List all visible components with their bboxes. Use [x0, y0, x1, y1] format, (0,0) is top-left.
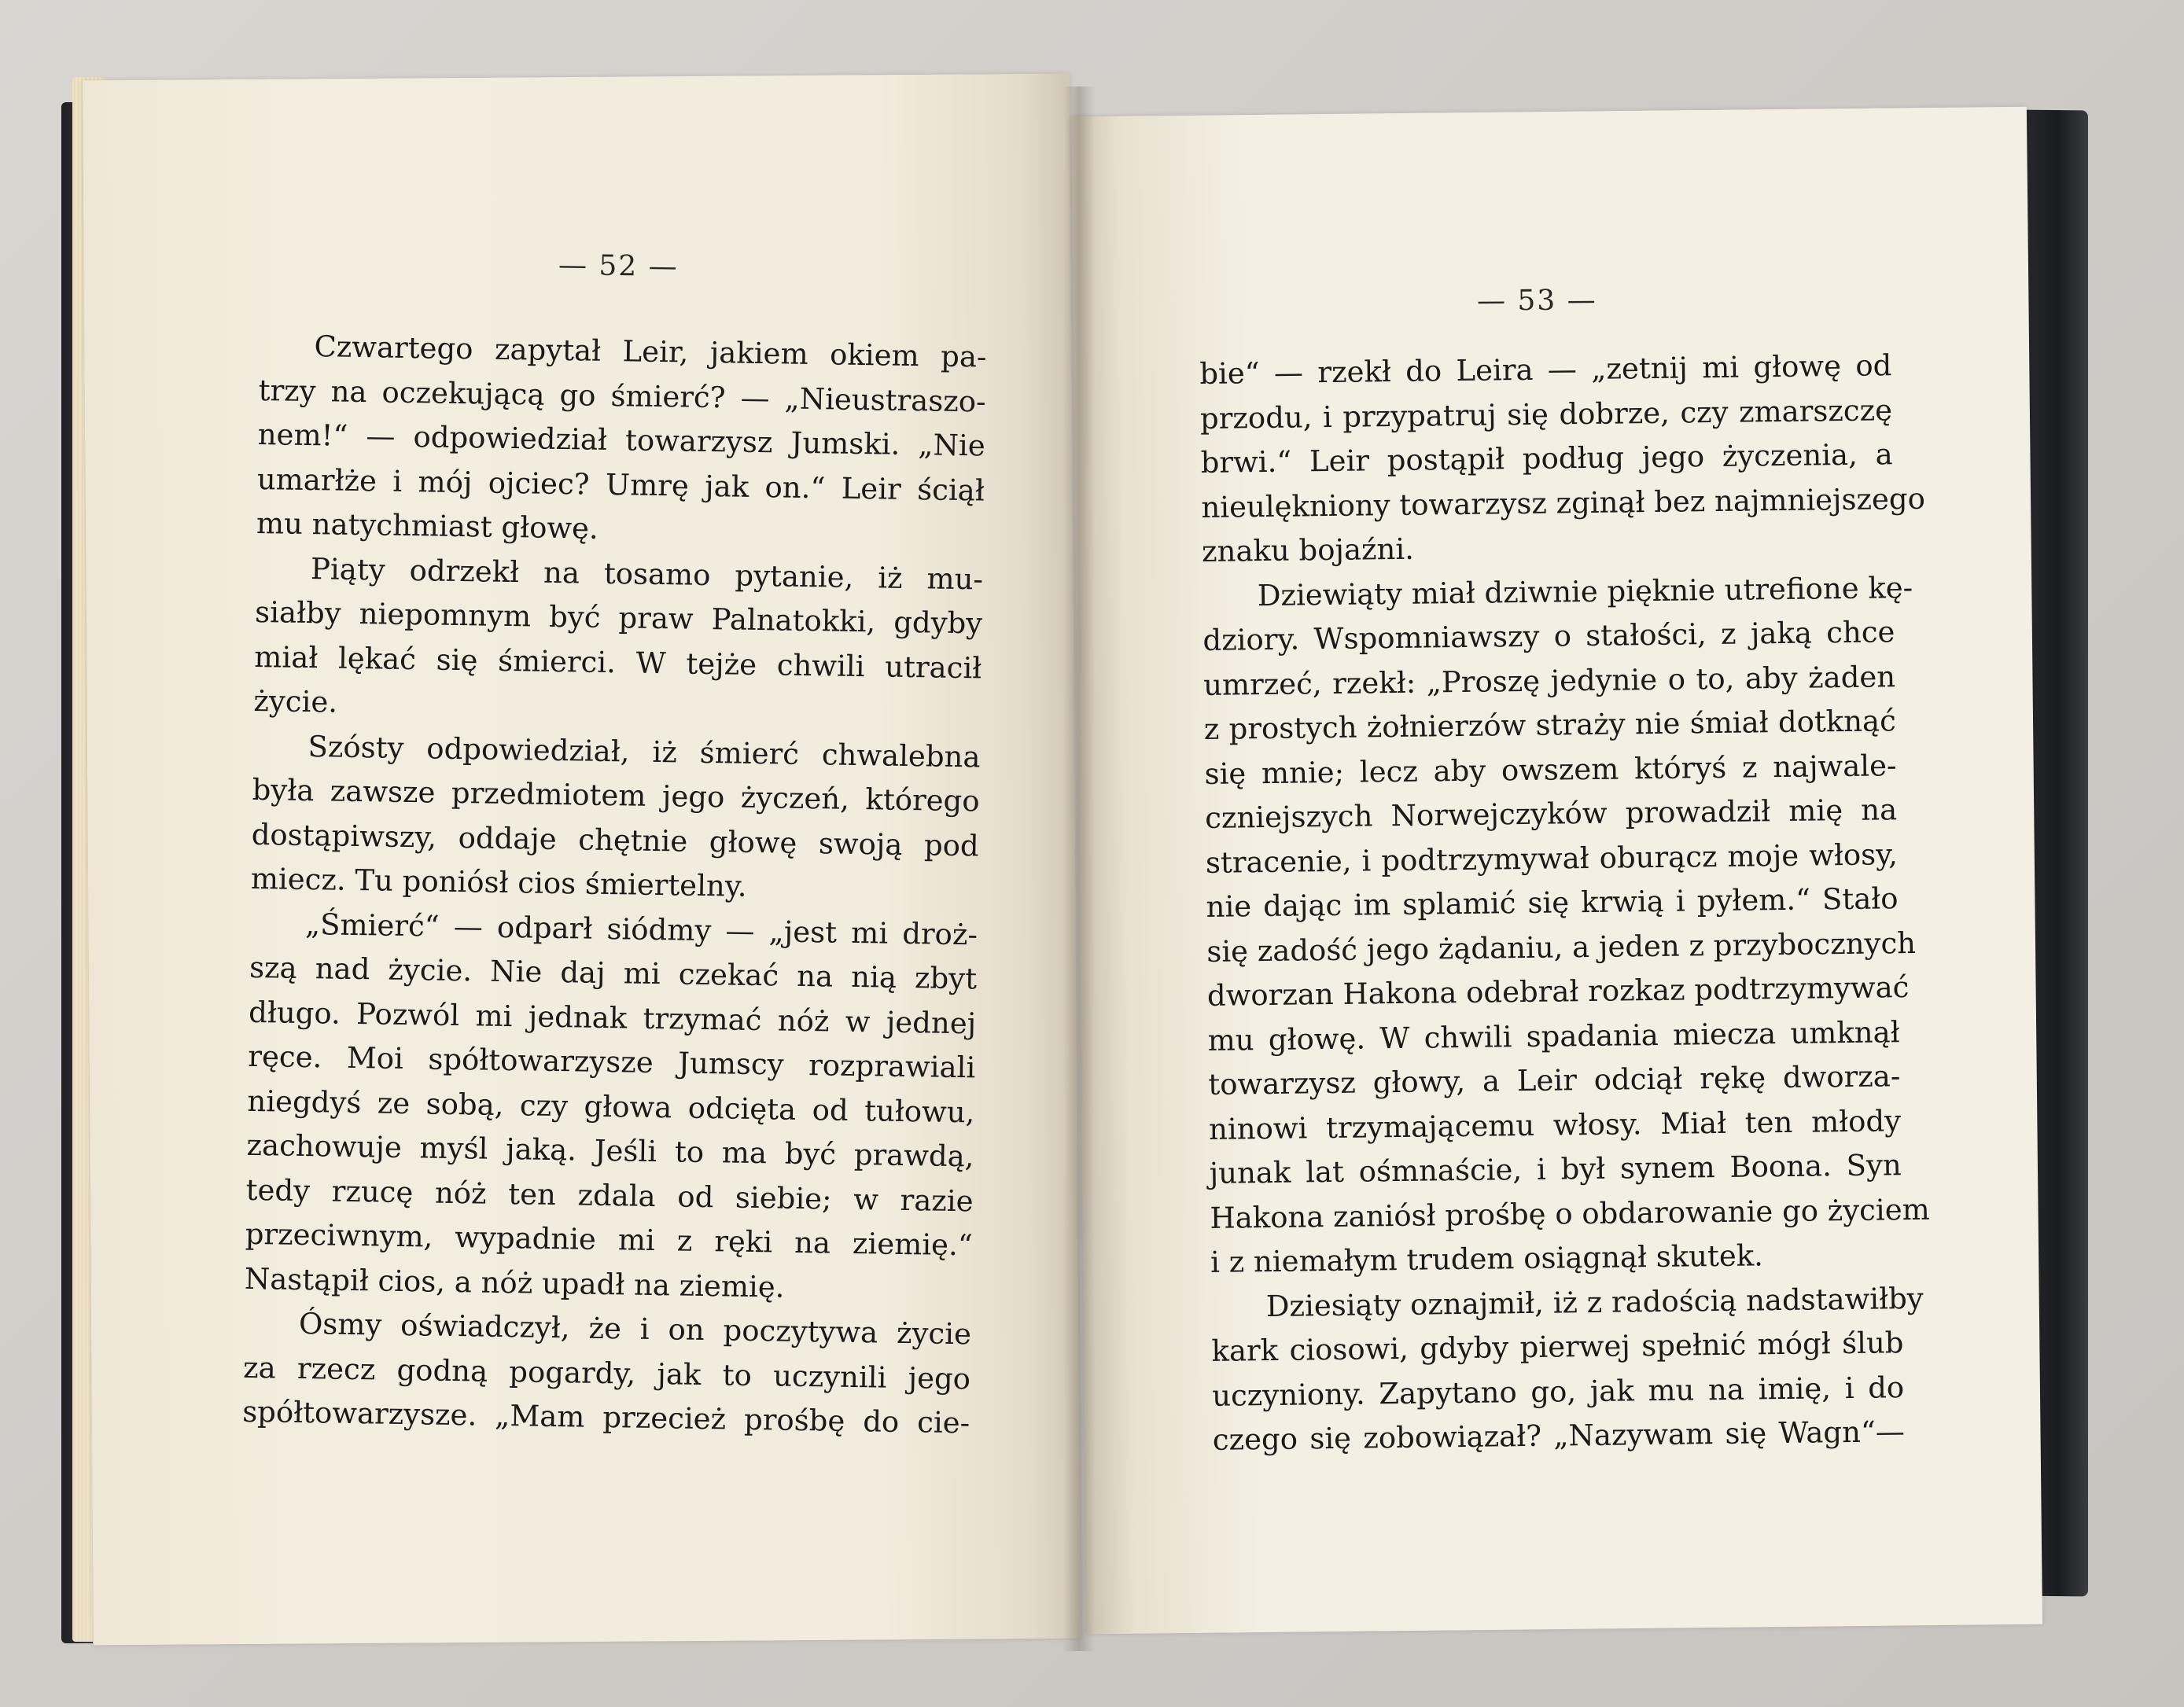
text-line: Piąty odrzekł na tosamo pytanie, iż mu- — [310, 551, 984, 596]
text-line: niegdyś ze sobą, czy głowa odcięta od tułowu, — [247, 1083, 975, 1129]
text-line: nieulękniony towarzysz zginął bez najmniejszego — [1201, 481, 1926, 524]
text-line: Dziesiąty oznajmił, iż z radością nadstawiłby — [1265, 1281, 1924, 1323]
text-line: mu głowę. W chwili spadania miecza umknął — [1207, 1014, 1900, 1058]
text-line: Czwartego zapytał Leir, jakiem okiem pa- — [314, 329, 987, 374]
text-line: przeciwnym, wypadnie mi z ręki na ziemię.“ — [245, 1216, 974, 1263]
text-line: długo. Pozwól mi jednak trzymać nóż w jednej — [248, 995, 977, 1040]
text-line: za rzecz godną pogardy, jak to uczynili jego — [242, 1350, 971, 1396]
text-line: umarłże i mój ojciec? Umrę jak on.“ Leir ściął — [256, 462, 985, 508]
text-line: i z niemałym trudem osiągnął skutek. — [1210, 1238, 1764, 1279]
text-line: dziory. Wspomniawszy o stałości, z jaką chce — [1202, 615, 1895, 657]
text-line: szą nad życie. Nie daj mi czekać na nią zbyt — [249, 950, 978, 996]
text-line: stracenie, i podtrzymywał oburącz moje włosy, — [1205, 837, 1899, 880]
text-line: życie. — [253, 683, 338, 719]
text-line: brwi.“ Leir postąpił podług jego życzenia, a — [1200, 437, 1893, 480]
text-line: tedy rzucę nóż ten zdala od siebie; w razie — [245, 1172, 974, 1218]
text-line: znaku bojaźni. — [1201, 532, 1415, 568]
page-number-left: — 52 — — [558, 248, 679, 284]
text-line: towarzysz głowy, a Leir odciął rękę dworza- — [1208, 1059, 1901, 1102]
text-line: Ósmy oświadczył, że i on poczytywa życie — [298, 1306, 972, 1352]
right-page-text — [1199, 344, 1930, 1462]
text-line: umrzeć, rzekł: „Proszę jedynie o to, aby żaden — [1202, 659, 1896, 702]
text-line: z prostych żołnierzów straży nie śmiał dotknąć — [1203, 704, 1897, 746]
text-line: Nastąpił cios, a nóż upadł na ziemię. — [244, 1261, 785, 1304]
text-line: się zadość jego żądaniu, a jeden z przybocznych — [1206, 925, 1917, 969]
text-line: czego się zobowiązał? „Nazywam się Wagn“— — [1212, 1415, 1906, 1457]
text-line: czniejszych Norwejczyków prowadził mię na — [1204, 793, 1898, 835]
text-line: dworzan Hakona odebrał rozkaz podtrzymywać — [1206, 970, 1910, 1013]
text-line: trzy na oczekującą go śmierć? — „Nieustraszo- — [258, 373, 986, 419]
text-line: bie“ — rzekł do Leira — „zetnij mi głowę od — [1199, 348, 1892, 391]
text-line: junak lat ośmnaście, i był synem Boona. Syn — [1209, 1148, 1902, 1190]
text-line: Szósty odpowiedział, iż śmierć chwalebna — [308, 729, 981, 774]
text-line: mu natychmiast głowę. — [256, 506, 599, 546]
text-line: kark ciosowi, gdyby pierwej spełnić mógł ślub — [1211, 1326, 1904, 1368]
text-line: miał lękać się śmierci. W tejże chwili utracił — [254, 639, 982, 685]
text-line: ręce. Moi spółtowarzysze Jumscy rozprawiali — [248, 1039, 976, 1085]
text-line: zachowuje myśl jaką. Jeśli to ma być prawdą, — [246, 1128, 974, 1174]
text-line: była zawsze przedmiotem jego życzeń, którego — [252, 772, 980, 819]
text-line: przodu, i przypatruj się dobrze, czy zmarszczę — [1199, 392, 1893, 436]
text-line: ninowi trzymającemu włosy. Miał ten młody — [1208, 1103, 1902, 1146]
text-line: się mnie; lecz aby owszem któryś z najwale- — [1204, 748, 1897, 791]
text-line: nem!“ — odpowiedział towarzysz Jumski. „Nie — [257, 417, 986, 463]
page-number-right: — 53 — — [1476, 284, 1597, 318]
text-line: miecz. Tu poniósł cios śmiertelny. — [250, 861, 747, 903]
text-line: siałby niepomnym być praw Palnatokki, gdyby — [254, 594, 983, 641]
left-page-text — [242, 324, 987, 1446]
text-line: „Śmierć“ — odparł siódmy — „jest mi droż- — [304, 907, 978, 951]
book-gutter — [1063, 86, 1095, 1651]
text-line: dostąpiwszy, oddaje chętnie głowę swoją pod — [251, 817, 980, 863]
text-line: nie dając im splamić się krwią i pyłem.“ Stało — [1206, 881, 1899, 924]
text-line: spółtowarzysze. „Mam przecież prośbę do cie- — [241, 1394, 970, 1440]
text-line: Dziewiąty miał dziwnie pięknie utrefione kę- — [1257, 570, 1913, 613]
text-line: Hakona zaniósł prośbę o obdarowanie go życiem — [1210, 1192, 1930, 1235]
text-line: uczyniony. Zapytano go, jak mu na imię, i do — [1211, 1370, 1905, 1413]
